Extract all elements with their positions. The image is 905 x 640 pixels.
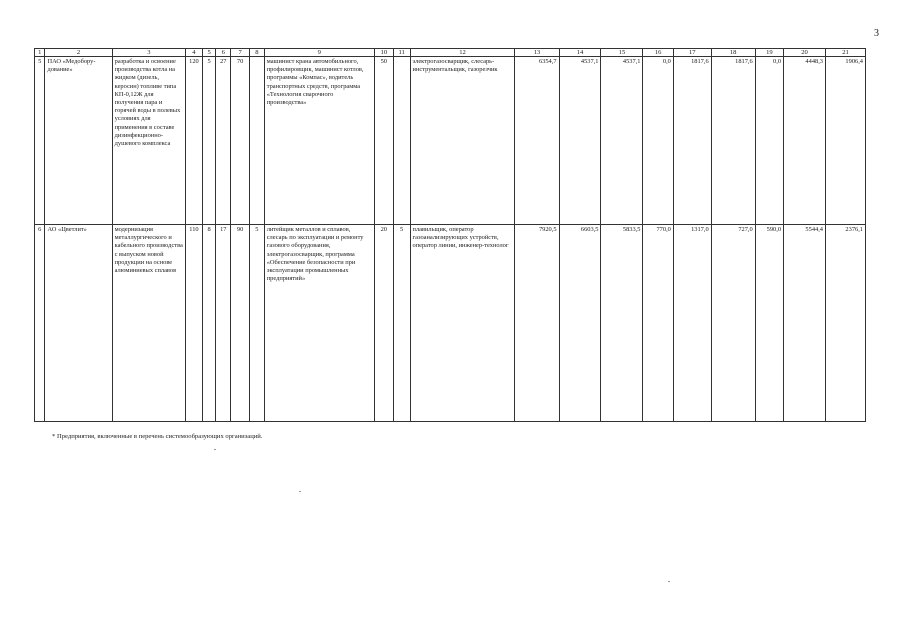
table-row xyxy=(35,225,866,422)
table-cell xyxy=(393,57,410,225)
table-cell: 7920,5 xyxy=(515,225,559,422)
column-header: 17 xyxy=(673,49,711,57)
table-cell: 5 xyxy=(250,225,265,422)
table-cell: 8 xyxy=(202,225,216,422)
table-cell: 5 xyxy=(393,225,410,422)
column-header: 1 xyxy=(35,49,45,57)
table-cell: 0,0 xyxy=(755,57,783,225)
column-header: 2 xyxy=(45,49,112,57)
table-cell: 5544,4 xyxy=(784,225,826,422)
professions-list: плавильщик, оператор газоанализирующих устройств, оператор линии, инженер-технолог xyxy=(410,225,515,422)
table-cell: 27 xyxy=(216,57,231,225)
scan-speck xyxy=(668,581,670,582)
table-cell xyxy=(250,57,265,225)
footnote: * Предприятия, включенные в перечень системообразующих организаций. xyxy=(52,433,263,440)
column-header: 3 xyxy=(112,49,185,57)
column-header: 13 xyxy=(515,49,559,57)
table-cell: 1906,4 xyxy=(826,57,866,225)
project-description: модернизация металлургического и кабельного производства с выпуском новой продукции на основе алюминиевых сплавов xyxy=(112,225,185,422)
column-header: 19 xyxy=(755,49,783,57)
scan-speck xyxy=(299,491,301,492)
column-header: 12 xyxy=(410,49,515,57)
table-cell: 1817,6 xyxy=(711,57,755,225)
table-cell: 590,0 xyxy=(755,225,783,422)
column-header: 6 xyxy=(216,49,231,57)
professions-list: электрогазосварщик, слесарь-инструментальщик, газорезчик xyxy=(410,57,515,225)
enterprise-name: АО «Цветлит» xyxy=(45,225,112,422)
row-number: 5 xyxy=(35,57,45,225)
table-cell: 6354,7 xyxy=(515,57,559,225)
page-number: 3 xyxy=(874,28,879,39)
scan-speck xyxy=(214,449,216,450)
table-cell: 5833,5 xyxy=(601,225,643,422)
table-cell: 110 xyxy=(186,225,203,422)
table-cell: 6603,5 xyxy=(559,225,601,422)
table-cell: 2376,1 xyxy=(826,225,866,422)
table-cell: 120 xyxy=(186,57,203,225)
column-header: 18 xyxy=(711,49,755,57)
column-header: 20 xyxy=(784,49,826,57)
table-cell: 20 xyxy=(374,225,393,422)
column-header: 9 xyxy=(264,49,374,57)
column-header: 5 xyxy=(202,49,216,57)
table-cell: 1317,0 xyxy=(673,225,711,422)
table-cell: 50 xyxy=(374,57,393,225)
table-cell: 17 xyxy=(216,225,231,422)
column-header: 16 xyxy=(643,49,673,57)
table-cell: 727,0 xyxy=(711,225,755,422)
table-cell: 70 xyxy=(231,57,250,225)
column-header: 7 xyxy=(231,49,250,57)
table-cell: 90 xyxy=(231,225,250,422)
table-cell: 5 xyxy=(202,57,216,225)
table-cell: 4537,1 xyxy=(559,57,601,225)
column-header: 21 xyxy=(826,49,866,57)
header-row xyxy=(35,49,866,57)
training-programs: литейщик металлов и сплавов, слесарь по эксплуатации и ремонту газового оборудования, электрогазосварщик, программа «Обеспечение безопасности при эксплуатации промышленных предприятий» xyxy=(264,225,374,422)
enterprises-table xyxy=(34,48,866,422)
table-cell: 1817,6 xyxy=(673,57,711,225)
column-header: 15 xyxy=(601,49,643,57)
enterprise-name: ПАО «Медобору-дование» xyxy=(45,57,112,225)
project-description: разработка и освоение производства котла на жидком (дизель, керосин) топливе типа КП-0,12Ж для получения пара и горячей воды в полевых условиях для применения в составе дизинфекционно-душевого комплекса xyxy=(112,57,185,225)
column-header: 14 xyxy=(559,49,601,57)
row-number: 6 xyxy=(35,225,45,422)
column-header: 11 xyxy=(393,49,410,57)
table-cell: 0,0 xyxy=(643,57,673,225)
table-row xyxy=(35,57,866,225)
table-cell: 770,0 xyxy=(643,225,673,422)
column-header: 4 xyxy=(186,49,203,57)
training-programs: машинист крана автомобильного, профилировщик, машинист котлов, программы «Компас», водитель транспортных средств, программа «Технология сварочного производства» xyxy=(264,57,374,225)
column-header: 8 xyxy=(250,49,265,57)
column-header: 10 xyxy=(374,49,393,57)
table-cell: 4448,3 xyxy=(784,57,826,225)
table-cell: 4537,1 xyxy=(601,57,643,225)
